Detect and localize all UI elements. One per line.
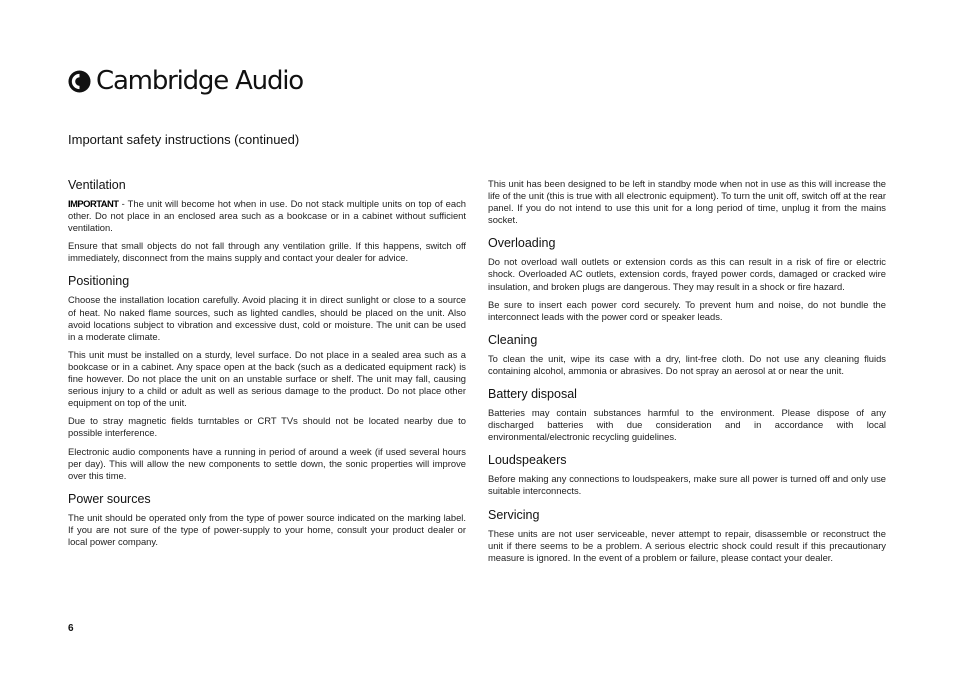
positioning-paragraph-4: Electronic audio components have a running in period of around a week (if used several hours per day). This will allow the new components to settle down, the sonic properties will improve over this time.	[68, 445, 466, 481]
cambridge-audio-logo-icon	[68, 70, 91, 93]
overloading-paragraph-2: Be sure to insert each power cord securely. To prevent hum and noise, do not bundle the interconnect leads with the power cord or speaker leads.	[488, 298, 886, 322]
ventilation-paragraph-1	[68, 198, 466, 234]
servicing-heading: Servicing	[488, 507, 540, 522]
section-positioning	[68, 274, 466, 481]
brand-logo	[68, 66, 303, 96]
cleaning-heading: Cleaning	[488, 332, 538, 347]
section-servicing	[488, 508, 886, 564]
ventilation-paragraph-2: Ensure that small objects do not fall through any ventilation grille. If this happens, switch off immediately, disconnect from the mains supply and contact your dealer for advice.	[68, 240, 466, 264]
section-standby	[488, 178, 886, 226]
positioning-paragraph-3: Due to stray magnetic fields turntables or CRT TVs should not be located nearby due to possible interference.	[68, 415, 466, 439]
section-power-sources	[68, 492, 466, 548]
section-ventilation	[68, 178, 466, 264]
battery-disposal-heading: Battery disposal	[488, 387, 577, 402]
ventilation-heading: Ventilation	[68, 178, 126, 192]
positioning-heading: Positioning	[68, 274, 130, 289]
positioning-paragraph-1: Choose the installation location carefully. Avoid placing it in direct sunlight or close to a source of heat. No naked flame sources, such as lighted candles, should be placed on the unit. Also avoid locations subject to vibration and excessive dust, cold or moisture. The unit can be used in a moderate climate.	[68, 294, 466, 342]
overloading-heading: Overloading	[488, 236, 556, 251]
loudspeakers-heading: Loudspeakers	[488, 453, 567, 468]
standby-paragraph: This unit has been designed to be left in standby mode when not in use as this will increase the life of the unit (this is true with all electronic equipment). To turn the unit off, switch off at the rear panel. If you do not intend to use this unit for a long period of time, unplug it from the mains socket.	[488, 178, 886, 226]
ventilation-paragraph-1-text: - The unit will become hot when in use. Do not stack multiple units on top of each other. Do not place in an enclosed area such as a bookcase or in a cabinet without sufficient ventilation.	[68, 198, 466, 234]
page-number: 6	[68, 623, 74, 634]
loudspeakers-paragraph-1: Before making any connections to loudspeakers, make sure all power is turned off and only use suitable interconnects.	[488, 473, 886, 497]
overloading-paragraph-1: Do not overload wall outlets or extension cords as this can result in a risk of fire or electric shock. Overloaded AC outlets, extension cords, frayed power cords, damaged or cracked wire insulation, and broken plugs are dangerous. They may result in a shock or fire hazard.	[488, 256, 886, 292]
battery-disposal-paragraph-1: Batteries may contain substances harmful to the environment. Please dispose of any discharged batteries with due consideration and in accordance with local environmental/electronic recycling guidelines.	[488, 407, 886, 443]
section-overloading	[488, 236, 886, 322]
page-title: Important safety instructions (continued)	[68, 132, 300, 147]
cleaning-paragraph-1: To clean the unit, wipe its case with a dry, lint-free cloth. Do not use any cleaning fluids containing alcohol, ammonia or abrasives. Do not spray an aerosol at or near the unit.	[488, 352, 886, 376]
section-battery-disposal	[488, 387, 886, 443]
brand-name: Cambridge Audio	[96, 66, 303, 96]
right-column	[488, 178, 886, 574]
power-sources-paragraph-1: The unit should be operated only from the type of power source indicated on the marking label. If you are not sure of the type of power-supply to your home, consult your product dealer or local power company.	[68, 511, 466, 547]
left-column	[68, 178, 466, 558]
power-sources-heading: Power sources	[68, 491, 151, 506]
section-cleaning	[488, 333, 886, 377]
positioning-paragraph-2: This unit must be installed on a sturdy, level surface. Do not place in a sealed area such as a bookcase or in a cabinet. Any space open at the back (such as a dedicated equipment rack) is fine however. Do not place the unit on an unstable surface or shelf. The unit may fall, causing serious injury to a child or adult as well as serious damage to the product. Do not place other equipment on top of the unit.	[68, 348, 466, 409]
servicing-paragraph-1: These units are not user serviceable, never attempt to repair, disassemble or reconstruct the unit if there seems to be a problem. A serious electric shock could result if this precautionary measure is ignored. In the event of a problem or failure, please contact your dealer.	[488, 527, 886, 563]
section-loudspeakers	[488, 453, 886, 497]
important-label: IMPORTANT	[68, 198, 119, 209]
